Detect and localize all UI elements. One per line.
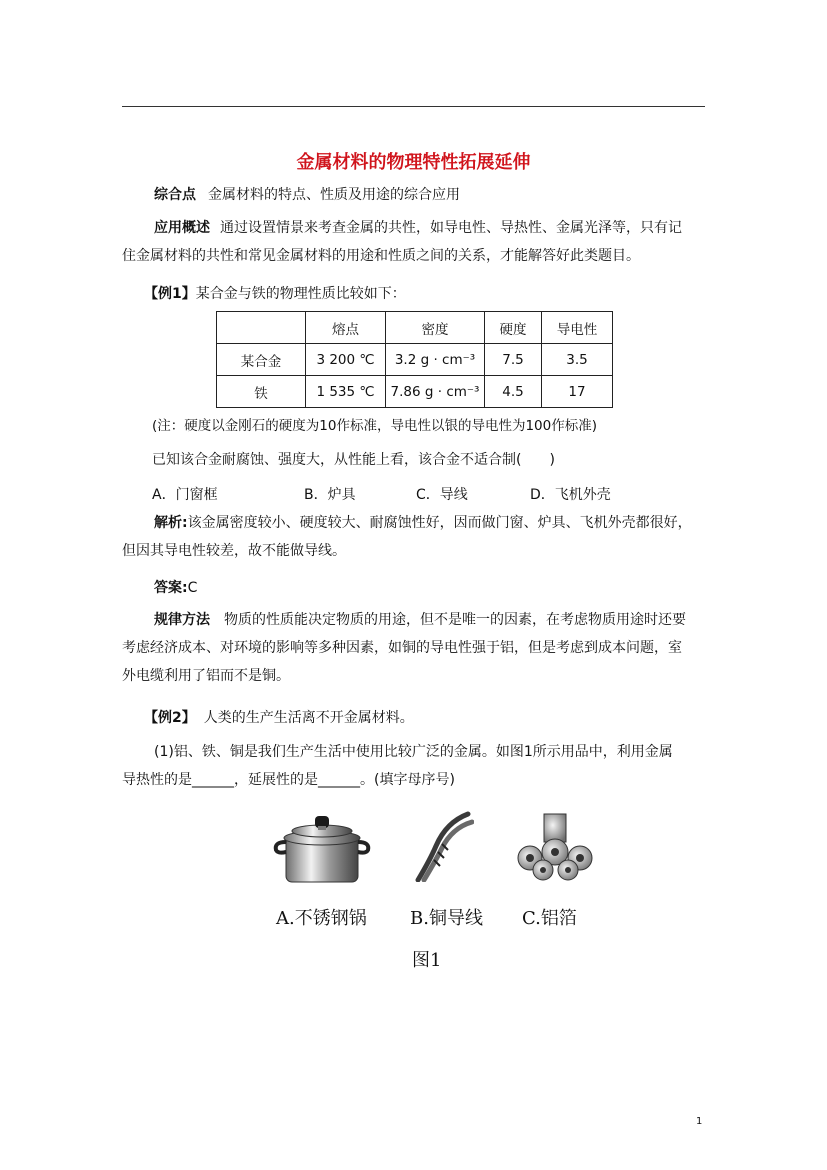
table-header: 密度: [386, 312, 485, 344]
example2-intro: [122, 704, 710, 732]
answer-value: C: [187, 580, 198, 596]
method-label: 规律方法: [154, 612, 210, 628]
analysis: [122, 509, 710, 565]
method-line-3: 外电缆利用了铝而不是铜。: [122, 668, 290, 684]
figure-label-c: C.铝箔: [522, 908, 577, 929]
table-cell: 4.5: [485, 376, 542, 408]
summary: [122, 214, 710, 270]
wire-icon: [412, 810, 474, 882]
overview-text: 金属材料的特点、性质及用途的综合应用: [208, 187, 460, 203]
method: [122, 606, 710, 690]
table-row: [217, 376, 613, 408]
example2-label: 【例2】: [144, 710, 196, 726]
method-line-2: 考虑经济成本、对环境的影响等多种因素，如铜的导电性强于铝，但是考虑到成本问题，室: [122, 640, 682, 656]
answer: [122, 574, 710, 602]
table-note: (注：硬度以金刚石的硬度为10作标准，导电性以银的导电性为100作标准): [152, 418, 597, 434]
table-cell: 3.2 g · cm⁻³: [386, 344, 485, 376]
table-header: 熔点: [306, 312, 386, 344]
page-title: 金属材料的物理特性拓展延伸: [296, 152, 531, 173]
table-header: 导电性: [542, 312, 613, 344]
analysis-label: 解析:: [154, 515, 188, 531]
table-cell: 3 200 ℃: [306, 344, 386, 376]
table-cell: 1 535 ℃: [306, 376, 386, 408]
summary-label: 应用概述: [154, 220, 210, 236]
table-cell: 铁: [217, 376, 306, 408]
option-c: C．导线: [416, 487, 468, 503]
table-cell: 7.86 g · cm⁻³: [386, 376, 485, 408]
example1-label: 【例1】: [144, 286, 196, 302]
summary-line-1: 通过设置情景来考查金属的共性，如导电性、导热性、金属光泽等，只有记: [220, 220, 682, 236]
table-cell: 7.5: [485, 344, 542, 376]
header-rule: [122, 106, 705, 107]
figure-label-a: A.不锈钢锅: [276, 908, 367, 929]
table-cell: 17: [542, 376, 613, 408]
option-b: B．炉具: [304, 487, 356, 503]
property-table: [216, 311, 613, 408]
question-line-2: 导热性的是______，延展性的是______。(填字母序号): [122, 772, 455, 788]
table-cell: 某合金: [217, 344, 306, 376]
option-a: A．门窗框: [152, 487, 218, 503]
method-line-1: 物质的性质能决定物质的用途，但不是唯一的因素，在考虑物质用途时还要: [224, 612, 686, 628]
example1-intro: [122, 280, 710, 308]
foil-icon: [516, 812, 594, 882]
overview: [122, 181, 710, 209]
analysis-line-1: 该金属密度较小、硬度较大、耐腐蚀性好，因而做门窗、炉具、飞机外壳都很好，: [187, 515, 692, 531]
example2-question: [122, 738, 710, 794]
table-row: [217, 344, 613, 376]
analysis-line-2: 但因其导电性较差，故不能做导线。: [122, 543, 346, 559]
overview-label: 综合点: [154, 187, 196, 203]
question-line-1: (1)铝、铁、铜是我们生产生活中使用比较广泛的金属。如图1所示用品中，利用金属: [154, 744, 673, 760]
figure-label-b: B.铜导线: [410, 908, 483, 929]
answer-label: 答案:: [154, 580, 188, 596]
table-header-row: [217, 312, 613, 344]
figure-caption: 图1: [412, 950, 442, 971]
example1-question: 已知该合金耐腐蚀、强度大，从性能上看，该合金不适合制( ): [152, 452, 555, 468]
table-header: [217, 312, 306, 344]
page-number: 1: [696, 1116, 703, 1127]
example1-intro-text: 某合金与铁的物理性质比较如下：: [195, 286, 406, 302]
option-d: D．飞机外壳: [530, 487, 611, 503]
table-cell: 3.5: [542, 344, 613, 376]
example2-intro-text: 人类的生产生活离不开金属材料。: [203, 710, 414, 726]
summary-line-2: 住金属材料的共性和常见金属材料的用途和性质之间的关系，才能解答好此类题目。: [122, 248, 640, 264]
pot-icon: [272, 808, 372, 888]
table-header: 硬度: [485, 312, 542, 344]
